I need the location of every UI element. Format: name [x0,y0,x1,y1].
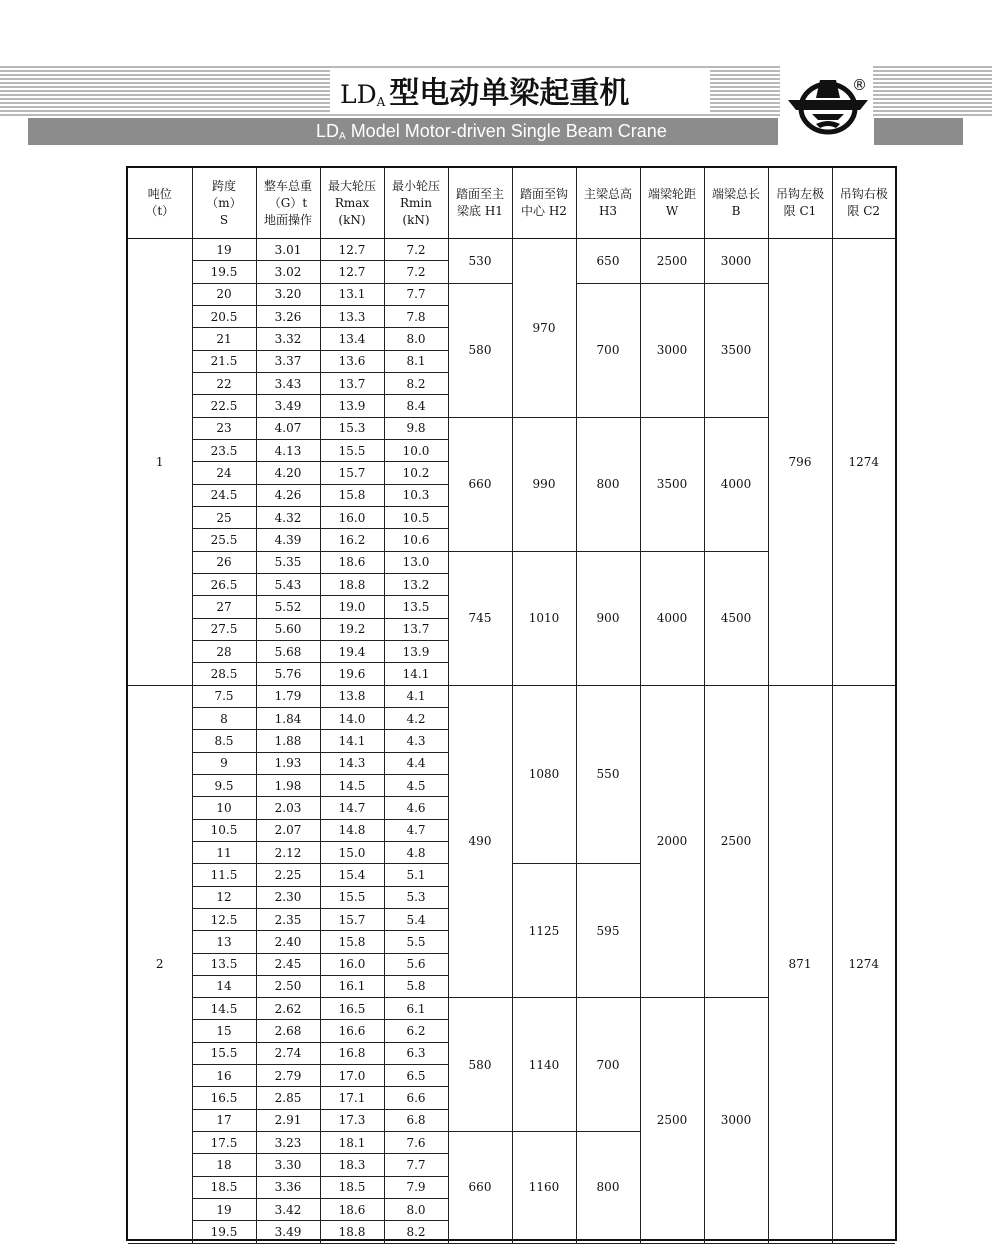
table-cell: 11.5 [192,864,256,886]
table-cell: 18.6 [320,551,384,573]
table-cell: 15 [192,1020,256,1042]
table-cell: 745 [448,551,512,685]
table-cell: 14.8 [320,819,384,841]
table-cell: 10.5 [192,819,256,841]
table-cell: 1125 [512,864,576,998]
table-cell: 3000 [704,239,768,284]
table-cell: 4.8 [384,841,448,863]
table-cell: 6.8 [384,1109,448,1131]
table-cell: 16.5 [192,1087,256,1109]
table-cell: 16.0 [320,506,384,528]
table-cell: 13.6 [320,350,384,372]
table-body [128,239,895,1244]
table-cell: 970 [512,239,576,418]
table-cell: 15.4 [320,864,384,886]
table-cell: 5.43 [256,573,320,595]
table-cell: 13.5 [384,596,448,618]
table-cell: 6.1 [384,998,448,1020]
table-cell: 19.4 [320,640,384,662]
table-cell: 16.1 [320,975,384,997]
table-cell: 1.93 [256,752,320,774]
table-cell: 700 [576,283,640,417]
table-cell: 3000 [704,998,768,1244]
table-cell: 2.30 [256,886,320,908]
table-cell: 7.7 [384,1154,448,1176]
header-h3: 主梁总高 H3 [576,168,640,239]
table-cell: 15.8 [320,484,384,506]
table-cell: 16 [192,1065,256,1087]
header-h2: 踏面至钩 中心 H2 [512,168,576,239]
table-cell: 19 [192,239,256,261]
header-min-wheel-load: 最小轮压 Rmin (kN) [384,168,448,239]
table-cell: 18.8 [320,1221,384,1243]
table-cell: 25.5 [192,529,256,551]
table-cell: 18.6 [320,1199,384,1221]
table-cell: 4.3 [384,730,448,752]
table-cell: 2 [128,685,192,1243]
table-cell: 2.74 [256,1042,320,1064]
table-cell: 14.5 [192,998,256,1020]
table-cell: 660 [448,1132,512,1244]
table-cell: 24.5 [192,484,256,506]
table-cell: 3.20 [256,283,320,305]
table-cell: 6.6 [384,1087,448,1109]
table-cell: 800 [576,1132,640,1244]
table-cell: 1080 [512,685,576,864]
table-cell: 2.50 [256,975,320,997]
table-cell: 18.5 [320,1176,384,1198]
table-cell: 27 [192,596,256,618]
table-cell: 3500 [640,417,704,551]
table-cell: 4.2 [384,707,448,729]
header-c2: 吊钩右极 限 C2 [832,168,895,239]
table-cell: 17.3 [320,1109,384,1131]
table-cell: 10.6 [384,529,448,551]
table-cell: 4.7 [384,819,448,841]
table-cell: 4.4 [384,752,448,774]
table-cell: 4.5 [384,774,448,796]
table-cell: 4.39 [256,529,320,551]
table-cell: 7.9 [384,1176,448,1198]
table-cell: 1140 [512,998,576,1132]
table-cell: 5.4 [384,908,448,930]
header-tonnage: 吨位 （t） [128,168,192,239]
page-title-cn [340,74,629,114]
table-cell: 15.3 [320,417,384,439]
table-cell: 14.1 [320,730,384,752]
table-cell: 14.0 [320,707,384,729]
table-cell: 3.42 [256,1199,320,1221]
table-cell: 16.5 [320,998,384,1020]
table-cell: 6.2 [384,1020,448,1042]
table-cell: 5.1 [384,864,448,886]
header-c1: 吊钩左极 限 C1 [768,168,832,239]
table-cell: 16.0 [320,953,384,975]
table-cell: 28.5 [192,663,256,685]
table-cell: 26.5 [192,573,256,595]
table-cell: 4.6 [384,797,448,819]
table-cell: 14.1 [384,663,448,685]
table-cell: 8.4 [384,395,448,417]
table-cell: 7.6 [384,1132,448,1154]
table-cell: 1010 [512,551,576,685]
table-cell: 19.6 [320,663,384,685]
table-cell: 13.4 [320,328,384,350]
table-cell: 18.8 [320,573,384,595]
table-cell: 25 [192,506,256,528]
table-cell: 13.5 [192,953,256,975]
table-cell: 13.9 [320,395,384,417]
table-cell: 4.07 [256,417,320,439]
table-cell: 8.1 [384,350,448,372]
table-cell: 3000 [640,283,704,417]
table-cell: 14.7 [320,797,384,819]
table-cell: 2500 [640,998,704,1244]
table-cell: 9.8 [384,417,448,439]
table-cell: 796 [768,239,832,686]
table-cell: 18 [192,1154,256,1176]
table-cell: 23 [192,417,256,439]
table-cell: 2.45 [256,953,320,975]
subtitle-banner-right [874,118,963,145]
table-cell: 22.5 [192,395,256,417]
table-cell: 2.07 [256,819,320,841]
table-cell: 2.68 [256,1020,320,1042]
table-cell: 19.5 [192,261,256,283]
table-cell: 3.01 [256,239,320,261]
table-cell: 1274 [832,239,895,686]
table-cell: 10 [192,797,256,819]
table-cell: 8.0 [384,1199,448,1221]
table-cell: 27.5 [192,618,256,640]
table-cell: 2.25 [256,864,320,886]
table-cell: 10.5 [384,506,448,528]
table-cell: 7.2 [384,261,448,283]
table-cell: 3500 [704,283,768,417]
table-cell: 490 [448,685,512,998]
table-cell: 8.0 [384,328,448,350]
table-cell: 2500 [640,239,704,284]
table-cell: 23.5 [192,439,256,461]
table-cell: 2.79 [256,1065,320,1087]
table-cell: 18.3 [320,1154,384,1176]
table-cell: 5.8 [384,975,448,997]
table-cell: 18.1 [320,1132,384,1154]
table-cell: 4.20 [256,462,320,484]
table-cell: 1274 [832,685,895,1243]
table-cell: 700 [576,998,640,1132]
table-cell: 18.5 [192,1176,256,1198]
table-cell: 11 [192,841,256,863]
table-cell: 15.0 [320,841,384,863]
table-cell: 3.32 [256,328,320,350]
table-cell: 7.2 [384,239,448,261]
table-cell: 10.2 [384,462,448,484]
page-title-en [316,119,667,144]
table-cell: 2.85 [256,1087,320,1109]
table-cell: 5.76 [256,663,320,685]
table-cell: 3.23 [256,1132,320,1154]
table-cell: 21.5 [192,350,256,372]
table-cell: 10.0 [384,439,448,461]
table-cell: 12.7 [320,239,384,261]
table-cell: 2500 [704,685,768,998]
table-cell: 28 [192,640,256,662]
table-cell: 19.0 [320,596,384,618]
table-cell: 7.7 [384,283,448,305]
table-cell: 12.5 [192,908,256,930]
table-cell: 595 [576,864,640,998]
table-cell: 8.2 [384,1221,448,1243]
table-cell: 5.6 [384,953,448,975]
table-cell: 5.68 [256,640,320,662]
header-stripes-right [873,66,992,118]
table-cell: 17.0 [320,1065,384,1087]
table-cell: 13.2 [384,573,448,595]
table-cell: 7.8 [384,305,448,327]
table-cell: 8.2 [384,372,448,394]
table-cell: 14 [192,975,256,997]
table-cell: 580 [448,998,512,1132]
table-cell: 8 [192,707,256,729]
table-cell: 1.88 [256,730,320,752]
table-cell: 15.5 [192,1042,256,1064]
table-cell: 8.5 [192,730,256,752]
table-cell: 15.7 [320,462,384,484]
table-cell: 10.3 [384,484,448,506]
table-cell: 1 [128,239,192,686]
table-cell: 5.5 [384,931,448,953]
table-cell: 4000 [640,551,704,685]
table-cell: 15.5 [320,439,384,461]
table-cell: 2.35 [256,908,320,930]
table-cell: 550 [576,685,640,864]
table-cell: 7.5 [192,685,256,707]
table-cell: 19.5 [192,1221,256,1243]
table-cell: 19.2 [320,618,384,640]
spec-table-container [126,166,897,1241]
table-cell: 2.62 [256,998,320,1020]
header-w: 端梁轮距 W [640,168,704,239]
header-h1: 踏面至主 梁底 H1 [448,168,512,239]
title-en-text: Model Motor-driven Single Beam Crane [345,121,667,141]
table-cell: 3.26 [256,305,320,327]
header-span: 跨度 （m） S [192,168,256,239]
table-cell: 1160 [512,1132,576,1244]
title-en-prefix: LD [316,121,340,141]
title-model-prefix: LD [340,80,377,109]
table-cell: 3.02 [256,261,320,283]
table-cell: 16.2 [320,529,384,551]
table-cell: 20.5 [192,305,256,327]
table-cell: 6.3 [384,1042,448,1064]
table-cell: 4500 [704,551,768,685]
table-cell: 26 [192,551,256,573]
table-cell: 3.49 [256,1221,320,1243]
table-header-row [128,168,895,239]
table-cell: 14.3 [320,752,384,774]
table-cell: 9.5 [192,774,256,796]
table-cell: 2.40 [256,931,320,953]
table-cell: 13.0 [384,551,448,573]
table-cell: 19 [192,1199,256,1221]
table-cell: 15.8 [320,931,384,953]
table-cell: 16.6 [320,1020,384,1042]
title-model-subscript: A [376,95,386,109]
title-chinese-text: 型电动单梁起重机 [389,76,630,111]
spec-table [128,168,895,1244]
table-cell: 871 [768,685,832,1243]
table-cell: 17 [192,1109,256,1131]
header-max-wheel-load: 最大轮压 Rmax (kN) [320,168,384,239]
table-row [128,685,895,707]
table-cell: 530 [448,239,512,284]
table-cell: 660 [448,417,512,551]
table-cell: 16.8 [320,1042,384,1064]
table-cell: 13.3 [320,305,384,327]
table-cell: 5.52 [256,596,320,618]
table-cell: 1.84 [256,707,320,729]
table-cell: 5.3 [384,886,448,908]
header-b: 端梁总长 B [704,168,768,239]
table-cell: 650 [576,239,640,284]
table-cell: 5.35 [256,551,320,573]
table-cell: 3.43 [256,372,320,394]
table-cell: 12 [192,886,256,908]
table-cell: 13.1 [320,283,384,305]
table-cell: 990 [512,417,576,551]
table-cell: 3.37 [256,350,320,372]
table-cell: 4.26 [256,484,320,506]
table-cell: 13.7 [384,618,448,640]
table-cell: 1.98 [256,774,320,796]
table-cell: 22 [192,372,256,394]
table-cell: 15.7 [320,908,384,930]
table-cell: 5.60 [256,618,320,640]
table-cell: 13 [192,931,256,953]
table-cell: 17.5 [192,1132,256,1154]
table-cell: 3.30 [256,1154,320,1176]
table-cell: 14.5 [320,774,384,796]
title-en-subscript: A [339,131,346,142]
table-cell: 9 [192,752,256,774]
table-cell: 17.1 [320,1087,384,1109]
table-row [128,239,895,261]
table-cell: 12.7 [320,261,384,283]
table-cell: 4.1 [384,685,448,707]
table-cell: 2.91 [256,1109,320,1131]
table-cell: 2.03 [256,797,320,819]
table-cell: 15.5 [320,886,384,908]
table-cell: 4000 [704,417,768,551]
table-cell: 3.49 [256,395,320,417]
table-cell: 4.32 [256,506,320,528]
table-cell: 13.9 [384,640,448,662]
table-cell: 800 [576,417,640,551]
table-cell: 24 [192,462,256,484]
table-cell: 6.5 [384,1065,448,1087]
table-cell: 13.8 [320,685,384,707]
table-cell: 3.36 [256,1176,320,1198]
registered-mark: ® [852,76,867,94]
table-cell: 2.12 [256,841,320,863]
table-cell: 13.7 [320,372,384,394]
table-cell: 900 [576,551,640,685]
table-cell: 21 [192,328,256,350]
table-cell: 4.13 [256,439,320,461]
table-cell: 580 [448,283,512,417]
header-total-weight: 整车总重 （G）t 地面操作 [256,168,320,239]
table-cell: 2000 [640,685,704,998]
table-cell: 20 [192,283,256,305]
table-cell: 1.79 [256,685,320,707]
